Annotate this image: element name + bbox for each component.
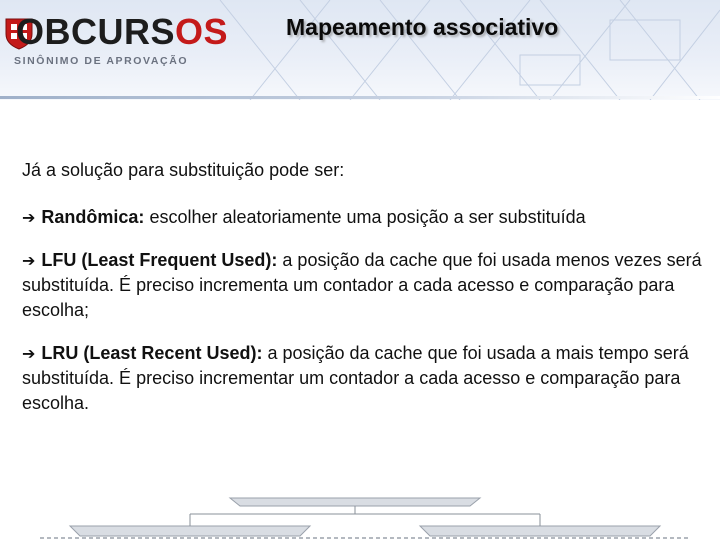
list-item-term: LFU (Least Frequent Used): [41,250,278,270]
arrow-right-icon: ➔ [22,208,36,227]
logo-word-main: OBCURS [16,11,176,52]
list-item-term: Randômica: [41,207,145,227]
content-body [22,158,702,434]
intro-text: Já a solução para substituição pode ser: [22,160,345,180]
list-item [22,205,702,230]
list-item-text: a posição da cache que foi usada a mais tempo será substituída. É preciso incrementar um contador a cada acesso e comparação para escolha. [22,343,689,413]
logo-subtitle: SINÔNIMO DE APROVAÇÃO [14,55,189,67]
arrow-right-icon: ➔ [22,251,36,270]
list-item [22,248,702,323]
list-item-text: a posição da cache que foi usada menos vezes será substituída. É preciso incrementa um contador a cada acesso e comparação para escolha; [22,250,702,320]
logo-wordmark [16,12,228,52]
page-title: Mapeamento associativo [286,14,559,40]
logo [4,11,229,72]
header-band [0,0,720,100]
header-divider [0,96,720,99]
list-item-text: escolher aleatoriamente uma posição a ser substituída [144,207,586,227]
list-item-term: LRU (Least Recent Used): [41,343,263,363]
decorative-hierarchy-graphic [0,480,720,540]
list-item [22,341,702,416]
logo-word-accent: OS [175,11,229,52]
arrow-right-icon: ➔ [22,344,36,363]
